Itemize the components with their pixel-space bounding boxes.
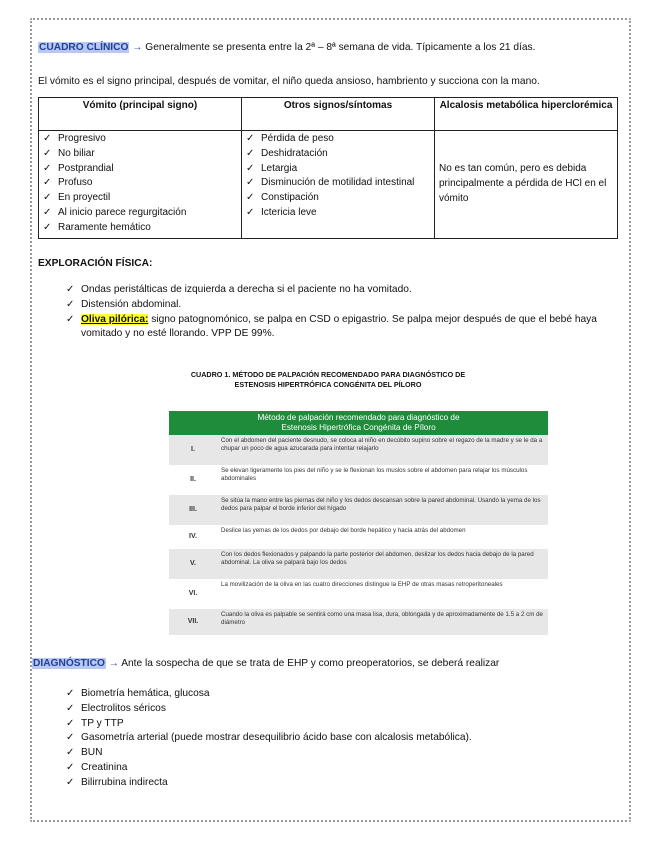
- list-item: ✓ BUN: [66, 746, 472, 761]
- list-item: ✓ En proyectil: [43, 191, 237, 206]
- row-text: Con el abdomen del paciente desnudo, se coloca al niño en decúbito supino sobre el regazo de la madre y se le da a chupar un poco de agua azucarada para intentar relajarlo: [217, 435, 548, 465]
- list-item: ✓ Deshidratación: [246, 147, 430, 162]
- palpation-table: [169, 411, 548, 635]
- row-text: Con los dedos flexionados y palpando la parte posterior del abdomen, deslizar los dedos hacia debajo de la pared abdominal. La oliva se palpará bajo los dedos: [217, 549, 548, 579]
- list-item: ✓ Electrolitos séricos: [66, 702, 472, 717]
- cuadro-clinico-intro: El vómito es el signo principal, después de vomitar, el niño queda ansioso, hambriento y succiona con la mano.: [38, 76, 540, 87]
- row-number: VI.: [169, 579, 217, 609]
- exploracion-list: [66, 283, 614, 342]
- row-text: La movilización de la oliva en las cuatro direcciones distingue la EHP de otras masas retroperitoneales: [217, 579, 548, 609]
- signs-table: [38, 97, 618, 239]
- row-text: Se sitúa la mano entre las piernas del niño y los dedos descansan sobre la pared abdominal. Usando la yema de los dedos para palpar el borde inferior del hígado: [217, 495, 548, 525]
- vomito-cell: [39, 131, 242, 239]
- diagnostico-text: Ante la sospecha de que se trata de EHP y como preoperatorios, se deberá realizar: [121, 658, 500, 669]
- row-number: IV.: [169, 525, 217, 549]
- list-item: ✓ Disminución de motilidad intestinal: [246, 176, 430, 191]
- row-number: III.: [169, 495, 217, 525]
- header-line1: Método de palpación recomendado para diagnóstico de: [257, 413, 460, 422]
- row-number: V.: [169, 549, 217, 579]
- oliva-label: Oliva pilórica:: [81, 313, 149, 325]
- list-item: ✓ Creatinina: [66, 761, 472, 776]
- list-item: ✓ Al inicio parece regurgitación: [43, 206, 237, 221]
- list-item: ✓ Postprandial: [43, 162, 237, 177]
- list-item: ✓ Bilirrubina indirecta: [66, 776, 472, 791]
- otros-cell: [242, 131, 435, 239]
- diagnostico-list: [66, 687, 472, 791]
- cuadro-clinico-text: Generalmente se presenta entre la 2ª – 8ª semana de vida. Típicamente a los 21 días.: [145, 42, 536, 53]
- cuadro-clinico-line: [38, 42, 535, 53]
- exploracion-title: EXPLORACIÓN FÍSICA:: [38, 258, 153, 269]
- oliva-text: signo patognomónico, se palpa en CSD o epigastrio. Se palpa mejor después de que el bebé haya vomitado y no esté llorando. VPP DE 99%.: [81, 313, 597, 340]
- diagnostico-label: DIAGNÓSTICO: [33, 658, 105, 669]
- list-item: ✓ Constipación: [246, 191, 430, 206]
- list-item: ✓ No biliar: [43, 147, 237, 162]
- list-item: ✓ Raramente hemático: [43, 221, 237, 236]
- header-vomito: Vómito (principal signo): [39, 98, 242, 131]
- list-item-oliva: [66, 313, 614, 343]
- header-alcalosis: Alcalosis metabólica hiperclorémica: [435, 98, 618, 131]
- header-otros: Otros signos/síntomas: [242, 98, 435, 131]
- list-item: ✓ TP y TTP: [66, 717, 472, 732]
- alcalosis-cell: No es tan común, pero es debida principalmente a pérdida de HCl en el vómito: [435, 131, 618, 239]
- list-item: ✓ Letargia: [246, 162, 430, 177]
- cuadro-clinico-label: CUADRO CLÍNICO: [39, 42, 129, 53]
- arrow-right-icon: →: [108, 658, 119, 669]
- figure-title-line1: CUADRO 1. MÉTODO DE PALPACIÓN RECOMENDADO PARA DIAGNÓSTICO DE: [190, 370, 466, 379]
- row-number: VII.: [169, 609, 217, 635]
- list-item: ✓ Ondas peristálticas de izquierda a derecha si el paciente no ha vomitado.: [66, 283, 614, 298]
- row-text: Deslice las yemas de los dedos por debajo del borde hepático y hacia atrás del abdomen: [217, 525, 548, 549]
- row-text: Se elevan ligeramente los pies del niño y se le flexionan los muslos sobre el abdomen para relajar los músculos abdominales: [217, 465, 548, 495]
- list-item: ✓ Progresivo: [43, 132, 237, 147]
- list-item: ✓ Ictericia leve: [246, 206, 430, 221]
- list-item: ✓ Biometría hemática, glucosa: [66, 687, 472, 702]
- list-item: ✓ Profuso: [43, 176, 237, 191]
- row-number: I.: [169, 435, 217, 465]
- list-item: ✓ Gasometría arterial (puede mostrar desequilibrio ácido base con alcalosis metabólica).: [66, 731, 472, 746]
- row-number: II.: [169, 465, 217, 495]
- header-line2: Estenosis Hipertrófica Congénita de Píloro: [281, 423, 436, 432]
- figure-title: [38, 370, 618, 390]
- row-text: Cuando la oliva es palpable se sentirá como una masa lisa, dura, oblongada y de aproximadamente de 1.5 a 2 cm de diámetro: [217, 609, 548, 635]
- list-item: ✓ Pérdida de peso: [246, 132, 430, 147]
- figure-title-line2: ESTENOSIS HIPERTRÓFICA CONGÉNITA DEL PÍLORO: [234, 380, 422, 389]
- diagnostico-line: [32, 658, 499, 669]
- palpation-table-header: [169, 411, 548, 435]
- arrow-right-icon: →: [132, 42, 143, 53]
- list-item: ✓ Distensión abdominal.: [66, 298, 614, 313]
